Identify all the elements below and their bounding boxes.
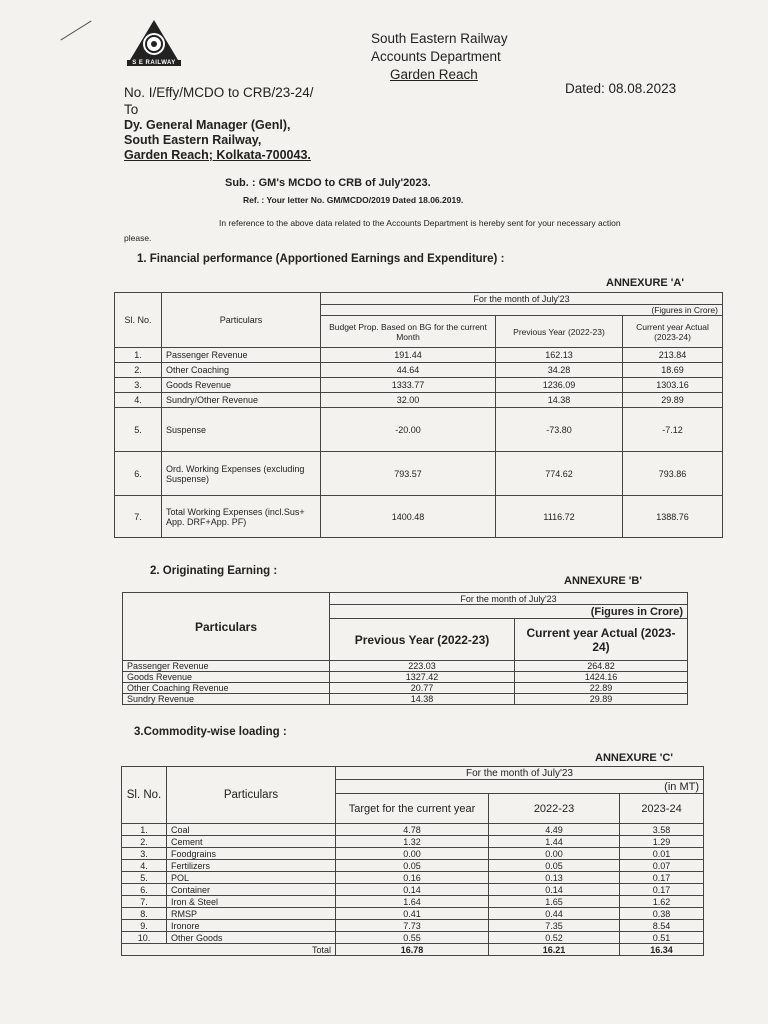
figures-note: (Figures in Crore) [330, 605, 688, 619]
sl-cell: 8. [122, 908, 167, 920]
col-2022-23: 2022-23 [489, 794, 620, 824]
total-row [122, 944, 704, 956]
table-row [122, 848, 704, 860]
curr-cell: 213.84 [623, 348, 723, 363]
table-row [115, 378, 723, 393]
sl-cell: 1. [115, 348, 162, 363]
table-row [115, 496, 723, 538]
prev-cell: 1.65 [489, 896, 620, 908]
col-prev-year: Previous Year (2022-23) [496, 316, 623, 348]
col-particulars: Particulars [123, 593, 330, 661]
section1-heading: 1. Financial performance (Apportioned Earnings and Expenditure) : [137, 253, 505, 265]
target-cell: 0.55 [336, 932, 489, 944]
table-row [123, 694, 688, 705]
address-to: To [124, 102, 139, 117]
annexure-b: ANNEXURE 'B' [564, 575, 642, 587]
logo-caption: S E RAILWAY [127, 60, 181, 66]
prev-cell: 0.05 [489, 860, 620, 872]
particular-cell: Other Coaching [162, 363, 321, 378]
particular-cell: Ord. Working Expenses (excluding Suspense) [162, 452, 321, 496]
col-particulars: Particulars [167, 767, 336, 824]
particular-cell: Goods Revenue [162, 378, 321, 393]
total-target: 16.78 [336, 944, 489, 956]
table-row [122, 872, 704, 884]
subject-line: Sub. : GM's MCDO to CRB of July'2023. [225, 177, 431, 189]
curr-cell: 29.89 [515, 694, 688, 705]
month-header: For the month of July'23 [336, 767, 704, 780]
particular-cell: POL [167, 872, 336, 884]
prev-cell: 4.49 [489, 824, 620, 836]
sl-cell: 3. [122, 848, 167, 860]
prev-cell: 1236.09 [496, 378, 623, 393]
table-row [115, 348, 723, 363]
target-cell: 0.00 [336, 848, 489, 860]
budget-cell: -20.00 [321, 408, 496, 452]
sl-cell: 6. [122, 884, 167, 896]
particular-cell: Other Coaching Revenue [123, 683, 330, 694]
commodity-loading-table [121, 766, 704, 956]
budget-cell: 1333.77 [321, 378, 496, 393]
particular-cell: Coal [167, 824, 336, 836]
target-cell: 0.41 [336, 908, 489, 920]
financial-performance-table [114, 292, 723, 538]
prev-cell: 1.44 [489, 836, 620, 848]
target-cell: 1.64 [336, 896, 489, 908]
budget-cell: 44.64 [321, 363, 496, 378]
dept-name: Accounts Department [371, 49, 501, 64]
particular-cell: RMSP [167, 908, 336, 920]
particular-cell: Suspense [162, 408, 321, 452]
col-curr-year: Current year Actual (2023-24) [515, 619, 688, 661]
col-slno: Sl. No. [122, 767, 167, 824]
table-row [115, 408, 723, 452]
prev-cell: 0.13 [489, 872, 620, 884]
particular-cell: Passenger Revenue [162, 348, 321, 363]
total-curr: 16.34 [620, 944, 704, 956]
particular-cell: Container [167, 884, 336, 896]
budget-cell: 191.44 [321, 348, 496, 363]
sl-cell: 9. [122, 920, 167, 932]
prev-cell: 1327.42 [330, 672, 515, 683]
annexure-c: ANNEXURE 'C' [595, 752, 673, 764]
table-row [122, 824, 704, 836]
prev-cell: 0.14 [489, 884, 620, 896]
target-cell: 4.78 [336, 824, 489, 836]
budget-cell: 793.57 [321, 452, 496, 496]
total-prev: 16.21 [489, 944, 620, 956]
col-2023-24: 2023-24 [620, 794, 704, 824]
particular-cell: Fertilizers [167, 860, 336, 872]
table-row [122, 860, 704, 872]
particular-cell: Ironore [167, 920, 336, 932]
address-line-3: Garden Reach; Kolkata-700043. [124, 148, 311, 162]
sl-cell: 4. [122, 860, 167, 872]
sl-cell: 1. [122, 824, 167, 836]
curr-cell: 0.01 [620, 848, 704, 860]
section2-heading: 2. Originating Earning : [150, 565, 278, 577]
place-name: Garden Reach [390, 67, 478, 82]
address-line-1: Dy. General Manager (Genl), [124, 118, 291, 132]
prev-cell: 20.77 [330, 683, 515, 694]
table-row [122, 884, 704, 896]
prev-cell: 774.62 [496, 452, 623, 496]
sl-cell: 7. [115, 496, 162, 538]
curr-cell: 18.69 [623, 363, 723, 378]
prev-cell: 0.00 [489, 848, 620, 860]
sl-cell: 4. [115, 393, 162, 408]
prev-cell: 223.03 [330, 661, 515, 672]
target-cell: 1.32 [336, 836, 489, 848]
month-header: For the month of July'23 [321, 293, 723, 305]
col-curr-year: Current year Actual (2023-24) [623, 316, 723, 348]
curr-cell: -7.12 [623, 408, 723, 452]
curr-cell: 0.17 [620, 872, 704, 884]
sl-cell: 5. [122, 872, 167, 884]
table-row [115, 393, 723, 408]
curr-cell: 0.07 [620, 860, 704, 872]
sl-cell: 10. [122, 932, 167, 944]
table-row [123, 672, 688, 683]
col-slno: Sl. No. [115, 293, 162, 348]
curr-cell: 1.29 [620, 836, 704, 848]
particular-cell: Sundry/Other Revenue [162, 393, 321, 408]
reference-line: Ref. : Your letter No. GM/MCDO/2019 Dated 18.06.2019. [243, 195, 464, 205]
particular-cell: Foodgrains [167, 848, 336, 860]
curr-cell: 1303.16 [623, 378, 723, 393]
target-cell: 0.16 [336, 872, 489, 884]
prev-cell: 34.28 [496, 363, 623, 378]
table-row [122, 908, 704, 920]
curr-cell: 0.38 [620, 908, 704, 920]
curr-cell: 1.62 [620, 896, 704, 908]
sl-cell: 6. [115, 452, 162, 496]
intro-line-2: please. [124, 233, 152, 243]
target-cell: 7.73 [336, 920, 489, 932]
curr-cell: 8.54 [620, 920, 704, 932]
sl-cell: 5. [115, 408, 162, 452]
figures-note: (Figures in Crore) [321, 305, 723, 316]
curr-cell: 22.89 [515, 683, 688, 694]
table-row [122, 920, 704, 932]
target-cell: 0.14 [336, 884, 489, 896]
curr-cell: 1388.76 [623, 496, 723, 538]
particular-cell: Iron & Steel [167, 896, 336, 908]
total-label: Total [122, 944, 336, 956]
annexure-a: ANNEXURE 'A' [606, 277, 684, 289]
month-header: For the month of July'23 [330, 593, 688, 605]
particular-cell: Cement [167, 836, 336, 848]
table-row [123, 683, 688, 694]
prev-cell: 1116.72 [496, 496, 623, 538]
prev-cell: 0.44 [489, 908, 620, 920]
sl-cell: 3. [115, 378, 162, 393]
curr-cell: 3.58 [620, 824, 704, 836]
curr-cell: 29.89 [623, 393, 723, 408]
particular-cell: Other Goods [167, 932, 336, 944]
intro-line-1: In reference to the above data related to the Accounts Department is hereby sent for your necessary action [219, 218, 621, 228]
table-row [122, 896, 704, 908]
budget-cell: 1400.48 [321, 496, 496, 538]
sl-cell: 2. [115, 363, 162, 378]
budget-cell: 32.00 [321, 393, 496, 408]
prev-cell: 14.38 [330, 694, 515, 705]
table-row [115, 363, 723, 378]
table-row [115, 452, 723, 496]
originating-earning-table [122, 592, 688, 705]
curr-cell: 1424.16 [515, 672, 688, 683]
letter-date: Dated: 08.08.2023 [565, 81, 677, 96]
curr-cell: 0.51 [620, 932, 704, 944]
curr-cell: 0.17 [620, 884, 704, 896]
section3-heading: 3.Commodity-wise loading : [134, 726, 287, 738]
particular-cell: Passenger Revenue [123, 661, 330, 672]
col-target: Target for the current year [336, 794, 489, 824]
prev-cell: 7.35 [489, 920, 620, 932]
address-line-2: South Eastern Railway, [124, 133, 262, 147]
sl-cell: 2. [122, 836, 167, 848]
letter-number: No. I/Effy/MCDO to CRB/23-24/ [124, 85, 314, 100]
particular-cell: Sundry Revenue [123, 694, 330, 705]
prev-cell: 14.38 [496, 393, 623, 408]
target-cell: 0.05 [336, 860, 489, 872]
table-row [123, 661, 688, 672]
curr-cell: 264.82 [515, 661, 688, 672]
sl-cell: 7. [122, 896, 167, 908]
org-name: South Eastern Railway [371, 31, 508, 46]
particular-cell: Goods Revenue [123, 672, 330, 683]
prev-cell: -73.80 [496, 408, 623, 452]
pen-mark [60, 21, 91, 41]
col-prev-year: Previous Year (2022-23) [330, 619, 515, 661]
col-particulars: Particulars [162, 293, 321, 348]
table-row [122, 836, 704, 848]
col-budget: Budget Prop. Based on BG for the current Month [321, 316, 496, 348]
table-row [122, 932, 704, 944]
unit-note: (in MT) [336, 780, 704, 794]
curr-cell: 793.86 [623, 452, 723, 496]
prev-cell: 162.13 [496, 348, 623, 363]
prev-cell: 0.52 [489, 932, 620, 944]
particular-cell: Total Working Expenses (incl.Sus+ App. DRF+App. PF) [162, 496, 321, 538]
